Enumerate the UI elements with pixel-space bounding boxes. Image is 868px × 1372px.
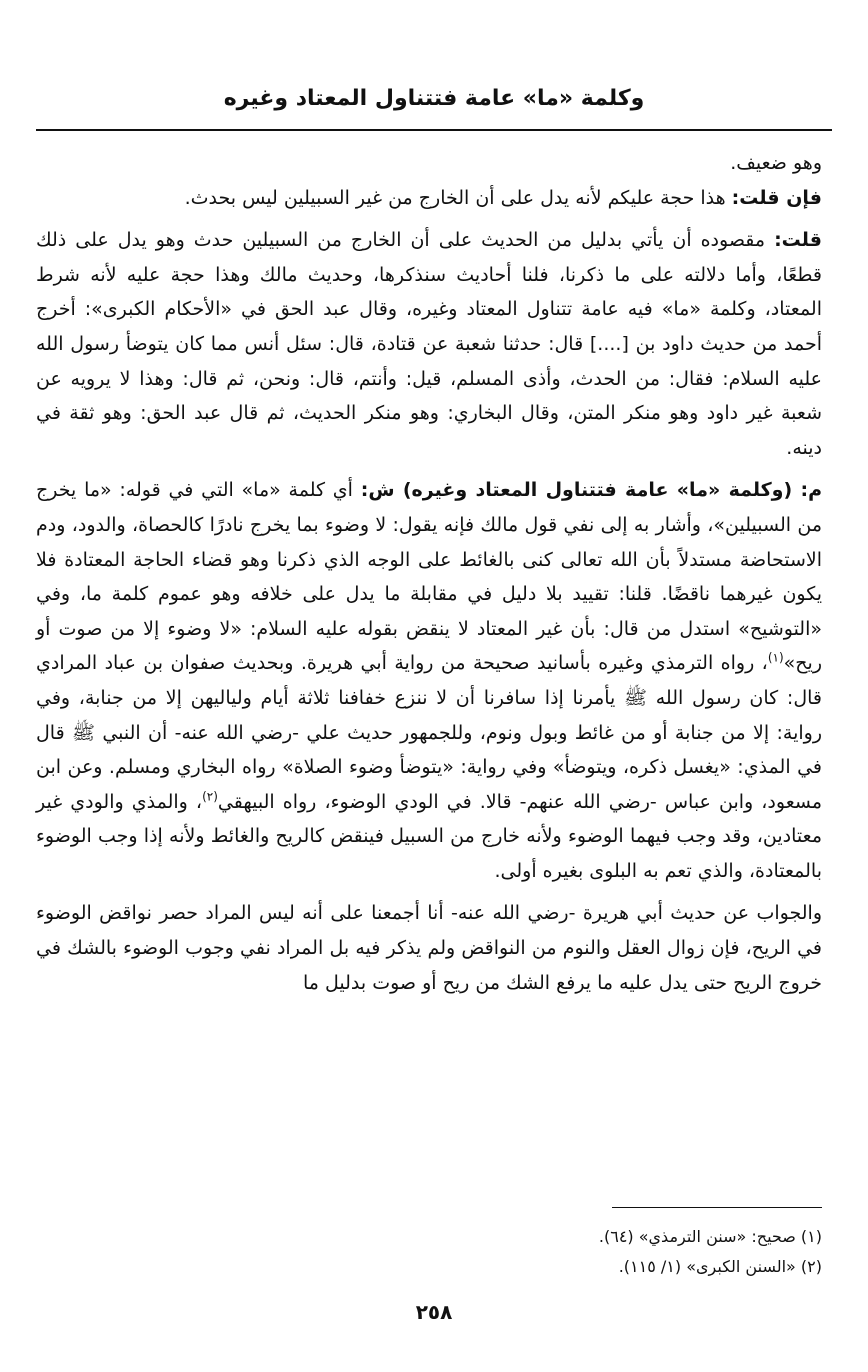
footnote-ref-2: (٢) — [202, 789, 218, 804]
paragraph-3 — [36, 223, 822, 465]
footnote-2: (٢) «السنن الكبرى» (١/ ١١٥). — [618, 1257, 822, 1276]
paragraph-text-continued: ، والمذي والودي غير معتادين، وقد وجب فيهما الوضوء ولأنه خارج من السبيل فينقض كالريح والغائط ولأنه إذا وجب الوضوء بالمعتادة، والذي تعم به البلوى بغيره أولى. — [36, 790, 822, 882]
footnote-1: (١) صحيح: «سنن الترمذي» (٦٤). — [598, 1227, 822, 1246]
paragraph-2 — [36, 181, 822, 216]
header-rule — [36, 129, 832, 131]
paragraph-5 — [36, 896, 822, 1000]
paragraph-text-continued: ، رواه الترمذي وغيره بأسانيد صحيحة من رواية أبي هريرة. وبحديث صفوان بن عباد المرادي قال: كان رسول الله ﷺ يأمرنا إذا سافرنا أن لا ننزع خفافنا ثلاثة أيام ولياليهن إلا من جنابة، وفي رواية: إلا من جنابة أو من غائط وبول ونوم، وللجمهور حديث علي -رضي الله عنه- أن النبي ﷺ قال في المذي: «يغسل ذكره، ويتوضأ» وفي رواية: «يتوضأ وضوء الصلاة» رواه البخاري ومسلم. وعن ابن مسعود، وابن عباس -رضي الله عنهم- قالا. في الودي الوضوء، رواه البيهقي — [36, 652, 823, 813]
paragraph-text: هذا حجة عليكم لأنه يدل على أن الخارج من غير السبيلين ليس بحدث. — [184, 186, 732, 209]
paragraph-lead: فإن قلت: — [731, 186, 822, 209]
footnote-rule — [612, 1207, 822, 1208]
paragraph-lead: قلت: — [774, 229, 822, 252]
paragraph-text: أي كلمة «ما» التي في قوله: «ما يخرج من السبيلين»، وأشار به إلى نفي قول مالك فإنه يقول: لا وضوء بما يخرج نادرًا كالحصاة، والدود، ودم الاستحاضة مستدلاً بأن الله تعالى كنى بالغائط على الوجه الذي ذكرنا وهو قضاء الحاجة المعتادة فلا يكون غيرهما ناقضًا. قلنا: تقييد بلا دليل في مقابلة ما يدل على خلافه وهو عموم كلمة ما، وفي «التوشيح» استدل من قال: بأن غير المعتاد لا ينقض بقوله عليه السلام: «لا وضوء إلا من صوت أو ريح» — [36, 479, 822, 675]
footnotes — [36, 1222, 822, 1282]
paragraph-text: مقصوده أن يأتي بدليل من الحديث على أن الخارج من السبيلين حدث وهو يدل على ذلك قطعًا، وأما دلالته على ما ذكرنا، فلنا أحاديث سنذكرها، وحديث مالك وهذا حجة عليه لأنه شرط المعتاد، وكلمة «ما» فيه عامة تتناول المعتاد وغيره، وقال عبد الحق في «الأحكام الكبرى»: أخرج أحمد من حديث داود بن [....] قال: حدثنا شعبة عن قتادة، قال: سئل أنس مما كان يتوضأ رسول الله عليه السلام: فقال: من الحدث، وأذى المسلم، قيل: وأنتم، قال: ونحن، ثم قال: وهذا لا يرويه عن شعبة غير داود وهو منكر المتن، وقال البخاري: وهو منكر الحديث، ثم قال عبد الحق: وهو ثقة في دينه. — [36, 229, 822, 459]
paragraph-lead: م: (وكلمة «ما» عامة فتتناول المعتاد وغيره) ش: — [360, 479, 822, 502]
running-header: وكلمة «ما» عامة فتتناول المعتاد وغيره — [223, 86, 645, 111]
paragraph-text: وهو ضعيف. — [730, 152, 822, 174]
footnote-ref-1: (١) — [767, 650, 784, 665]
body-text — [36, 146, 822, 1000]
paragraph-text: والجواب عن حديث أبي هريرة -رضي الله عنه- أنا أجمعنا على أنه ليس المراد حصر نواقض الوضوء في الريح، فإن زوال العقل والنوم من النواقض ولم يذكر فيه بل المراد نفي وجوب الوضوء بالشك في خروج الريح حتى يدل عليه ما يرفع الشك من ريح أو صوت بدليل ما — [36, 902, 822, 994]
paragraph-1 — [36, 146, 822, 181]
paragraph-4 — [36, 473, 822, 888]
page-number: ٢٥٨ — [415, 1300, 453, 1324]
